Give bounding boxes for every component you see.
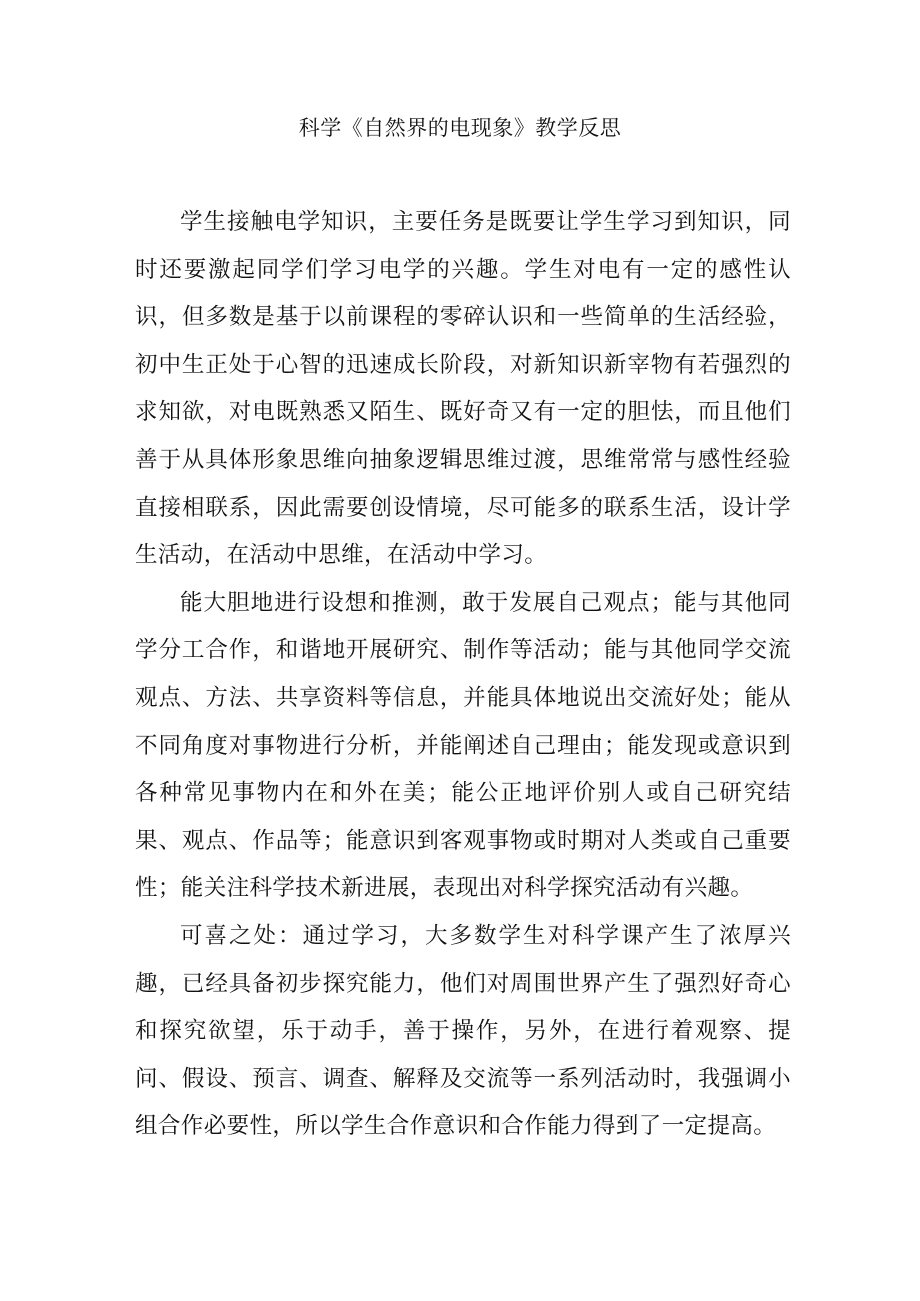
paragraph-3: 可喜之处：通过学习，大多数学生对科学课产生了浓厚兴趣，已经具备初步探究能力，他们对周围世界产生了强烈好奇心和探究欲望，乐于动手，善于操作，另外，在进行着观察、提问、假设、预言、调查、解释及交流等一系列活动时，我强调小组合作必要性，所以学生合作意识和合作能力得到了一定提高。 xyxy=(135,922,791,1140)
document-body xyxy=(135,199,791,1151)
paragraph-2: 能大胆地进行设想和推测，敢于发展自己观点；能与其他同学分工合作，和谐地开展研究、制作等活动；能与其他同学交流观点、方法、共享资料等信息，并能具体地说出交流好处；能从不同角度对事物进行分析，并能阐述自己理由；能发现或意识到各种常见事物内在和外在美；能公正地评价别人或自己研究结果、观点、作品等；能意识到客观事物或时期对人类或自己重要性；能关注科学技术新进展，表现出对科学探究活动有兴趣。 xyxy=(135,589,791,902)
document-title: 科学《自然界的电现象》教学反思 xyxy=(298,116,622,140)
paragraph-1: 学生接触电学知识，主要任务是既要让学生学习到知识，同时还要激起同学们学习电学的兴趣。学生对电有一定的感性认识，但多数是基于以前课程的零碎认识和一些简单的生活经验，初中生正处于心智的迅速成长阶段，对新知识新宰物有若强烈的求知欲，对电既熟悉又陌生、既好奇又有一定的胆怯，而且他们善于从具体形象思维向抽象逻辑思维过渡，思维常常与感性经验直接相联系，因此需要创设情境，尽可能多的联系生活，设计学生活动，在活动中思维，在活动中学习。 xyxy=(135,209,791,569)
